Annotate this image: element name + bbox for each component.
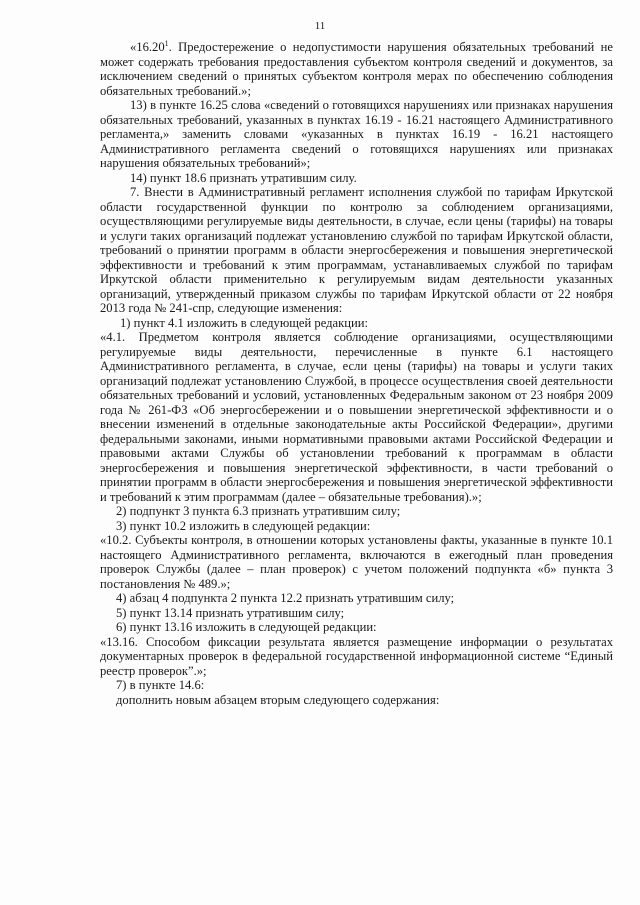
paragraph-change-2: 2) подпункт 3 пункта 6.3 признать утратившим силу; <box>116 504 401 518</box>
paragraph-lead: «16.20 <box>130 40 165 54</box>
paragraph-quote-4-1: «4.1. Предметом контроля является соблюдение организациями, осуществляющими регулируемые виды деятельности, перечисленные в пункте 6.1 настоящего Административного регламента, в случае, если цены (тарифы) на товары и услуги таких организаций подлежат установлению Службой, в процессе осуществления своей деятельности обязательных требований и условий, установленных Федеральным законом от 23 ноября 2009 года № 261-ФЗ «Об энергосбережении и о повышении энергетической эффективности и о внесении изменений в отдельные законодательные акты Российской Федерации», другими федеральными законами, иными нормативными правовыми актами Российской Федерации и правовыми актами Службы об установлении требований к программам в области энергосбережения и повышения энергетической эффективности, в части требований о принятии программ в области энергосбережения и повышения энергетической эффективности и требований к этим программам (далее – обязательные требования).»; <box>100 330 613 504</box>
superscript: 1 <box>164 39 169 48</box>
paragraph-addition: дополнить новым абзацем вторым следующего содержания: <box>116 692 440 707</box>
paragraph-change-5: 5) пункт 13.14 признать утратившим силу; <box>116 605 345 620</box>
page-number: 11 <box>314 20 326 32</box>
paragraph-item-14: 14) пункт 18.6 признать утратившим силу. <box>130 170 357 185</box>
paragraph-change-6: 6) пункт 13.16 изложить в следующей редакции: <box>116 620 377 634</box>
paragraph-quote-13-16: «13.16. Способом фиксации результата является размещение информации о результатах документарных проверок в федеральной государственной информационной системе “Единый реестр проверок”.»; <box>100 634 613 678</box>
paragraph-change-1: 1) пункт 4.1 изложить в следующей редакции: <box>120 315 368 330</box>
paragraph-text: . Предостережение о недопустимости нарушения обязательных требований не может содержать требования предоставления субъектом контроля сведений и документов, за исключением сведений о принятых субъектом контроля мерах по обеспечению соблюдения обязательных требований.»; <box>100 40 613 98</box>
document-body <box>100 40 613 707</box>
paragraph-change-4: 4) абзац 4 подпункта 2 пункта 12.2 признать утратившим силу; <box>116 591 455 605</box>
paragraph-quote-10-2: «10.2. Субъекты контроля, в отношении которых установлены факты, указанные в пункте 10.1 настоящего Административного регламента, включаются в ежегодный план проведения проверок Службы (далее – план проверок) с учетом положений подпункта «б» пункта 3 постановления № 489.»; <box>100 533 613 591</box>
paragraph-item-13: 13) в пункте 16.25 слова «сведений о готовящихся нарушениях или признаках нарушения обязательных требований, указанных в пунктах 16.19 - 16.21 настоящего Административного регламента,» заменить словами «указанных в пунктах 16.19 - 16.21 настоящего Административного регламента сведений о готовящихся нарушениях или признаках нарушения обязательных требований»; <box>100 98 613 170</box>
paragraph-section-7: 7. Внести в Административный регламент исполнения службой по тарифам Иркутской области государственной функции по контролю за соблюдением организациями, осуществляющими регулируемые виды деятельности, в случае, если цены (тарифы) на товары и услуги таких организаций подлежат установлению службой по тарифам Иркутской области, требований о принятии программ в области энергосбережения и повышения энергетической эффективности и требований к этим программам, устанавливаемых службой по тарифам Иркутской области применительно к регулируемым видам деятельности указанных организаций, утвержденный приказом службы по тарифам Иркутской области от 22 ноября 2013 года № 241-спр, следующие изменения: <box>100 185 613 315</box>
paragraph-change-7: 7) в пункте 14.6: <box>116 678 205 692</box>
paragraph-16-20-1 <box>100 40 613 98</box>
paragraph-change-3: 3) пункт 10.2 изложить в следующей редакции: <box>116 518 371 533</box>
